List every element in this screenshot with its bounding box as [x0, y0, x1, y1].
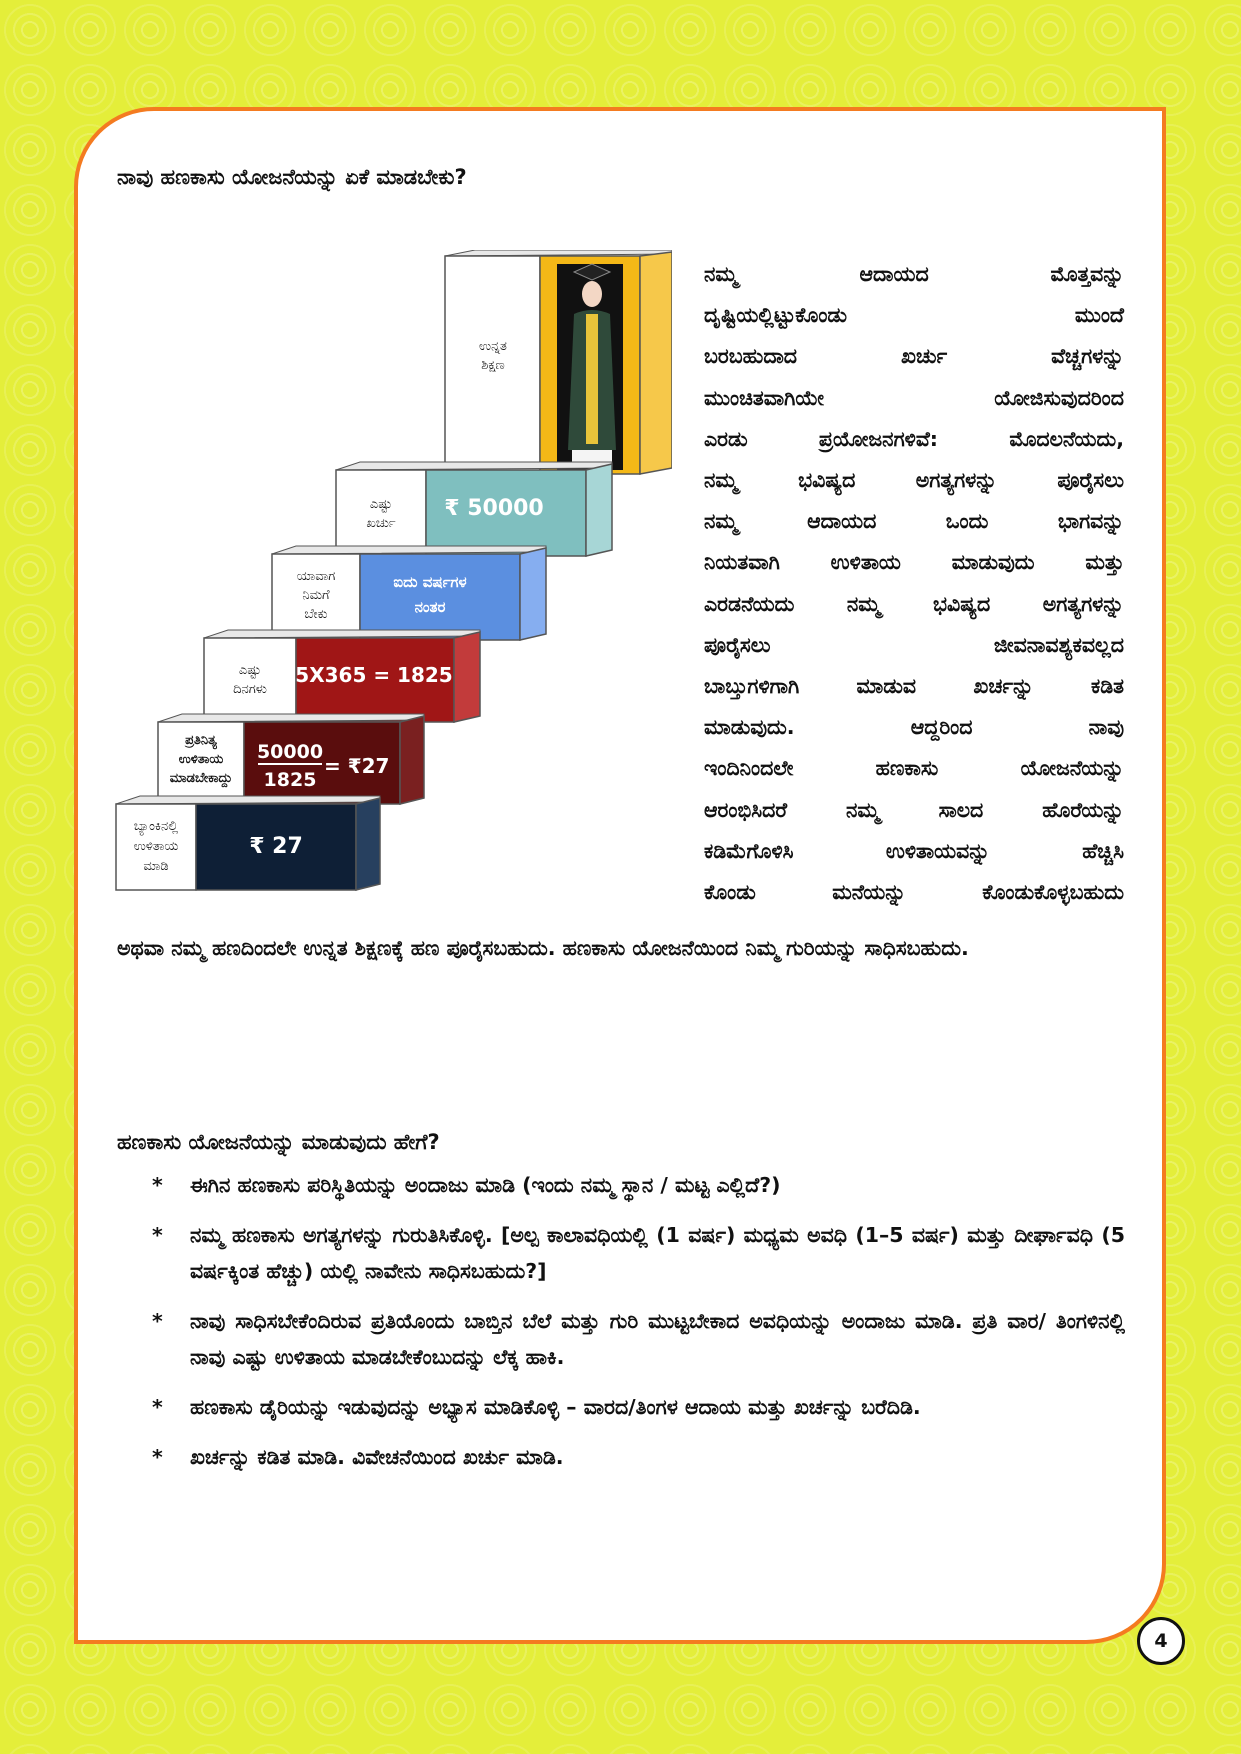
- stair-5-value: ₹ 50000: [444, 496, 544, 521]
- stair-1-label-2: ಉಳಿತಾಯ: [133, 839, 179, 854]
- intro-line: ನಮ್ಮ ಆದಾಯದ ಮೊತ್ತವನ್ನು: [704, 262, 1124, 286]
- intro-line: ಮುಂಚಿತವಾಗಿಯೇ ಯೋಜಿಸುವುದರಿಂದ: [704, 385, 1124, 410]
- stair-3-label-1: ಎಷ್ಟು: [238, 663, 262, 678]
- stair-2-result: = ₹27: [324, 754, 390, 778]
- list-item: [150, 1439, 1125, 1475]
- stair-4: [272, 546, 546, 640]
- stair-2-label-2: ಉಳಿತಾಯ: [178, 752, 224, 767]
- stair-1-label-3: ಮಾಡಿ: [143, 859, 169, 874]
- bullet-star-icon: *: [152, 1445, 163, 1469]
- list-item: [150, 1167, 1125, 1203]
- stair-top-label-2: ಶಿಕ್ಷಣ: [481, 358, 505, 373]
- stair-4-value-1: ಐದು ವರ್ಷಗಳ: [393, 573, 467, 591]
- stair-5-label-1: ಎಷ್ಟು: [369, 497, 393, 512]
- stair-4-label-2: ನಿಮಗೆ: [302, 588, 330, 603]
- page-number: 4: [1137, 1617, 1185, 1665]
- savings-staircase: [112, 250, 672, 900]
- continuation-emphasis: ಹಣಕಾಸು ಯೋಜನೆಯಿಂದ ನಿಮ್ಮ ಗುರಿಯನ್ನು ಸಾಧಿಸಬಹುದು.: [562, 936, 969, 960]
- stair-2-numerator: 50000: [256, 741, 324, 763]
- bullet-star-icon: *: [152, 1173, 163, 1197]
- list-item: [150, 1217, 1125, 1289]
- steps-list: [150, 1167, 1125, 1489]
- bullet-star-icon: *: [152, 1395, 163, 1419]
- stair-3-value: 5X365 = 1825: [295, 663, 453, 687]
- stair-5-label-2: ಖರ್ಚು: [366, 516, 396, 531]
- list-item-text: ನಮ್ಮ ಹಣಕಾಸು ಅಗತ್ಯಗಳನ್ನು ಗುರುತಿಸಿಕೊಳ್ಳಿ. [ಅಲ್ಪ ಕಾಲಾವಧಿಯಲ್ಲಿ (1 ವರ್ಷ) ಮಧ್ಯಮ ಅವಧಿ (1–5 ವರ್ಷ) ಮತ್ತು ದೀರ್ಘಾವಧಿ (5 ವರ್ಷಕ್ಕಿಂತ ಹೆಚ್ಚು) ಯಲ್ಲಿ ನಾವೇನು ಸಾಧಿಸಬಹುದು?]: [190, 1223, 1125, 1283]
- stair-1-value: ₹ 27: [249, 834, 303, 859]
- stair-2-label-3: ಮಾಡಬೇಕಾದ್ದು: [169, 771, 233, 786]
- stair-top-label-1: ಉನ್ನತ: [479, 339, 507, 354]
- list-item: [150, 1303, 1125, 1375]
- intro-line: ನಮ್ಮ ಆದಾಯದ ಒಂದು ಭಾಗವನ್ನು: [704, 509, 1124, 534]
- intro-line: ನಿಯತವಾಗಿ ಉಳಿತಾಯ ಮಾಡುವುದು ಮತ್ತು: [704, 550, 1124, 575]
- intro-line: ಬಾಬ್ತುಗಳಿಗಾಗಿ ಮಾಡುವ ಖರ್ಚನ್ನು ಕಡಿತ: [704, 674, 1124, 699]
- list-item-text: ಈಗಿನ ಹಣಕಾಸು ಪರಿಸ್ಥಿತಿಯನ್ನು ಅಂದಾಜು ಮಾಡಿ (ಇಂದು ನಮ್ಮ ಸ್ಥಾನ / ಮಟ್ಟ ಎಲ್ಲಿದೆ?): [190, 1173, 781, 1197]
- intro-line: ಬರಬಹುದಾದ ಖರ್ಚು ವೆಚ್ಚಗಳನ್ನು: [704, 344, 1124, 369]
- bullet-star-icon: *: [152, 1223, 163, 1247]
- list-item-text: ನಾವು ಸಾಧಿಸಬೇಕೆಂದಿರುವ ಪ್ರತಿಯೊಂದು ಬಾಬ್ತಿನ ಬೆಲೆ ಮತ್ತು ಗುರಿ ಮುಟ್ಟಬೇಕಾದ ಅವಧಿಯನ್ನು ಅಂದಾಜು ಮಾಡಿ. ಪ್ರತಿ ವಾರ/ ತಿಂಗಳಿನಲ್ಲಿ ನಾವು ಎಷ್ಟು ಉಳಿತಾಯ ಮಾಡಬೇಕೆಂಬುದನ್ನು ಲೆಕ್ಕ ಹಾಕಿ.: [190, 1309, 1125, 1369]
- stair-2: [158, 714, 424, 804]
- intro-line: ಎರಡು ಪ್ರಯೋಜನಗಳಿವೆ: ಮೊದಲನೆಯದು,: [704, 426, 1124, 451]
- intro-line: ಮಾಡುವುದು. ಆದ್ದರಿಂದ ನಾವು: [704, 715, 1124, 740]
- intro-line: ದೃಷ್ಟಿಯಲ್ಲಿಟ್ಟುಕೊಂಡು ಮುಂದೆ: [704, 303, 1124, 328]
- stair-2-denominator: 1825: [263, 769, 317, 791]
- stair-4-label-1: ಯಾವಾಗ: [296, 569, 336, 584]
- intro-line: ಪೂರೈಸಲು ಜೀವನಾವಶ್ಯಕವಲ್ಲದ: [704, 632, 1124, 657]
- continuation-text: ಅಥವಾ ನಮ್ಮ ಹಣದಿಂದಲೇ ಉನ್ನತ ಶಿಕ್ಷಣಕ್ಕೆ ಹಣ ಪೂರೈಸಬಹುದು.: [117, 936, 556, 960]
- stair-top: [445, 250, 672, 474]
- heading-why: ನಾವು ಹಣಕಾಸು ಯೋಜನೆಯನ್ನು ಏಕೆ ಮಾಡಬೇಕು?: [117, 165, 467, 189]
- list-item: [150, 1389, 1125, 1425]
- intro-continuation: [117, 928, 1125, 969]
- intro-line: ಎರಡನೆಯದು ನಮ್ಮ ಭವಿಷ್ಯದ ಅಗತ್ಯಗಳನ್ನು: [704, 591, 1124, 616]
- intro-line: ಆರಂಭಿಸಿದರೆ ನಮ್ಮ ಸಾಲದ ಹೊರೆಯನ್ನು: [704, 797, 1124, 822]
- stair-4-value-2: ನಂತರ: [414, 598, 446, 616]
- intro-line: ಕಡಿಮೆಗೊಳಿಸಿ ಉಳಿತಾಯವನ್ನು ಹೆಚ್ಚಿಸಿ: [704, 838, 1124, 863]
- intro-line: ನಮ್ಮ ಭವಿಷ್ಯದ ಅಗತ್ಯಗಳನ್ನು ಪೂರೈಸಲು: [704, 468, 1124, 493]
- heading-how: ಹಣಕಾಸು ಯೋಜನೆಯನ್ನು ಮಾಡುವುದು ಹೇಗೆ?: [117, 1130, 440, 1154]
- stair-3-label-2: ದಿನಗಳು: [233, 682, 267, 697]
- bullet-star-icon: *: [152, 1309, 163, 1333]
- stair-1: [116, 796, 380, 890]
- stair-3: [204, 630, 480, 722]
- stair-4-label-3: ಬೇಕು: [304, 607, 328, 622]
- stair-1-label-1: ಬ್ಯಾಂಕಿನಲ್ಲಿ: [133, 819, 179, 834]
- list-item-text: ಹಣಕಾಸು ಡೈರಿಯನ್ನು ಇಡುವುದನ್ನು ಅಭ್ಯಾಸ ಮಾಡಿಕೊಳ್ಳಿ – ವಾರದ/ತಿಂಗಳ ಆದಾಯ ಮತ್ತು ಖರ್ಚನ್ನು ಬರೆದಿಡಿ.: [190, 1395, 921, 1419]
- intro-line: ಇಂದಿನಿಂದಲೇ ಹಣಕಾಸು ಯೋಜನೆಯನ್ನು: [704, 756, 1124, 781]
- intro-paragraph: [704, 254, 1124, 913]
- list-item-text: ಖರ್ಚನ್ನು ಕಡಿತ ಮಾಡಿ. ವಿವೇಚನೆಯಿಂದ ಖರ್ಚು ಮಾಡಿ.: [190, 1445, 564, 1469]
- stair-2-label-1: ಪ್ರತಿನಿತ್ಯ: [185, 733, 217, 748]
- stair-5: [336, 462, 612, 556]
- intro-line: ಕೊಂಡು ಮನೆಯನ್ನು ಕೊಂಡುಕೊಳ್ಳಬಹುದು: [704, 880, 1124, 905]
